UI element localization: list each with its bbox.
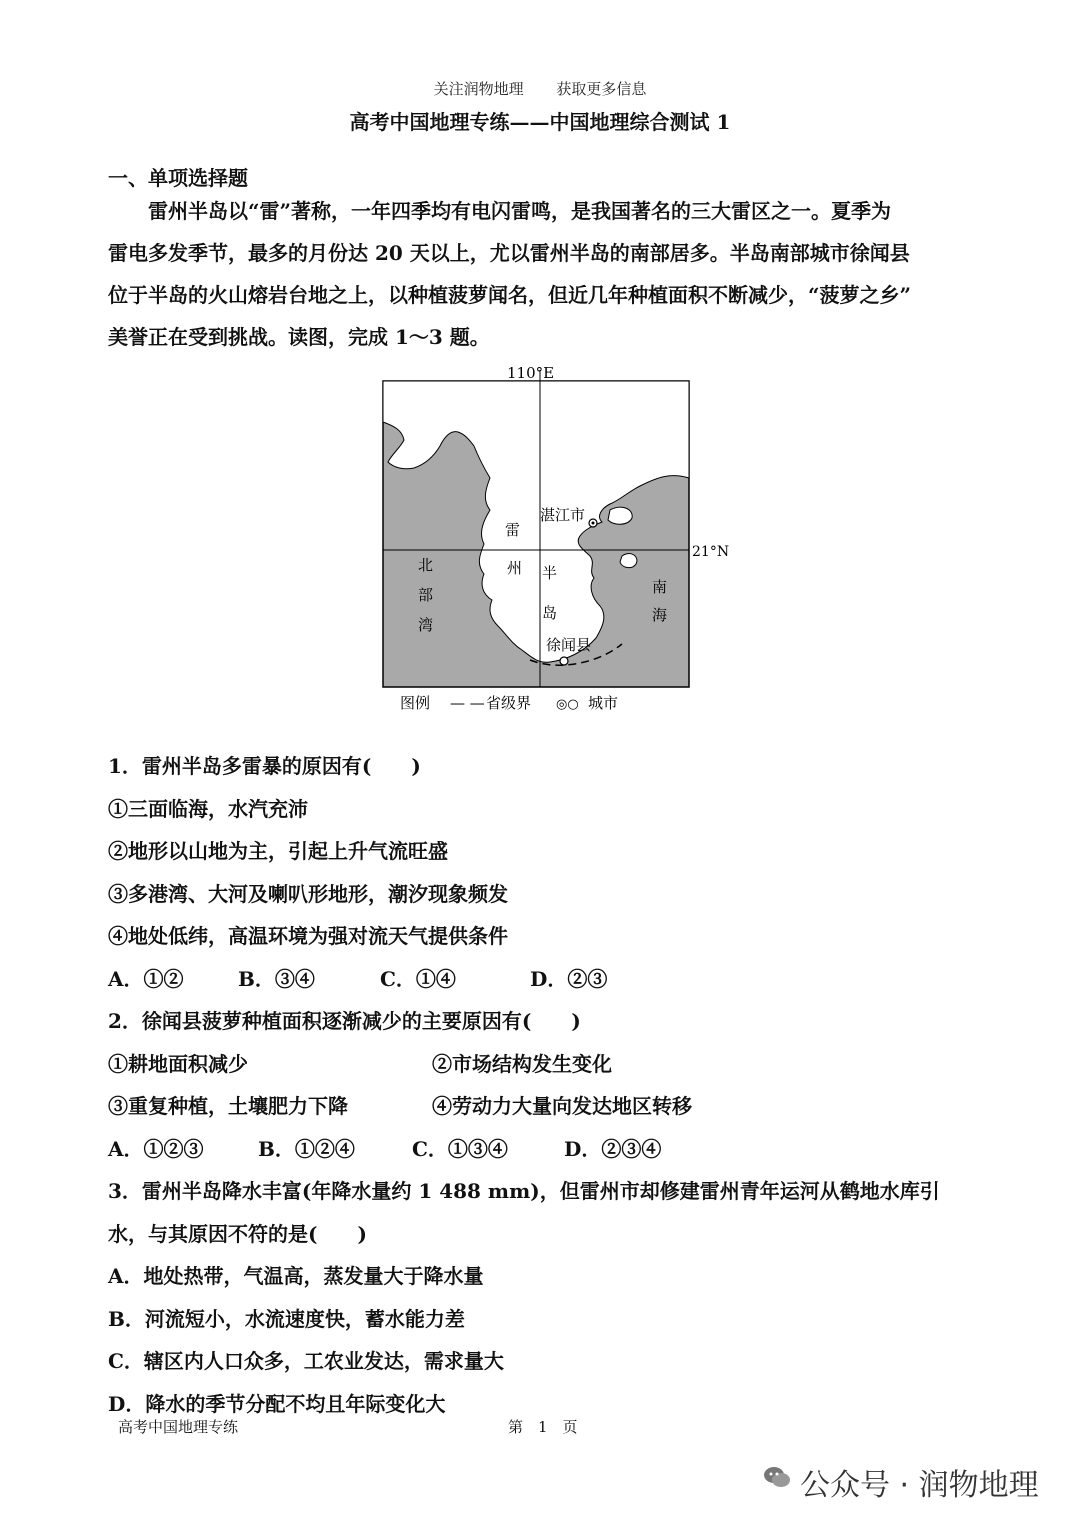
- city-label-zhanjiang: 湛江市: [540, 506, 586, 524]
- intro-line: 美誉正在受到挑战。读图，完成 1～3 题。: [108, 325, 490, 349]
- footer-title: 高考中国地理专练: [118, 1418, 239, 1436]
- question-2-option-a[interactable]: A．①②③: [108, 1137, 204, 1161]
- gulf-char: 部: [418, 586, 434, 604]
- peninsula-map: [370, 360, 740, 720]
- legend-city-label: 城市: [588, 694, 619, 712]
- sea-char: 海: [652, 606, 668, 624]
- question-1-stem: 1．雷州半岛多雷暴的原因有( ): [108, 754, 421, 778]
- header-note: [0, 78, 1080, 99]
- gulf-char: 北: [418, 556, 434, 574]
- question-2-item: ④劳动力大量向发达地区转移: [432, 1094, 692, 1118]
- question-2-stem: 2．徐闻县菠萝种植面积逐渐减少的主要原因有( ): [108, 1009, 581, 1033]
- question-2-item: ①耕地面积减少: [108, 1052, 248, 1076]
- gulf-char: 湾: [418, 616, 434, 634]
- legend-title: 图例: [400, 694, 431, 712]
- question-1-item: ②地形以山地为主，引起上升气流旺盛: [108, 839, 448, 863]
- peninsula-char: 雷: [505, 521, 521, 539]
- question-3-option-b[interactable]: B．河流短小，水流速度快，蓄水能力差: [108, 1307, 465, 1331]
- question-2-option-c[interactable]: C．①③④: [412, 1137, 508, 1161]
- question-1-item: ④地处低纬，高温环境为强对流天气提供条件: [108, 924, 508, 948]
- lat-label: 21°N: [692, 544, 730, 560]
- island: [620, 554, 637, 568]
- question-2-item: ③重复种植，土壤肥力下降: [108, 1094, 348, 1118]
- peninsula-char: 岛: [542, 604, 558, 622]
- question-2-option-b[interactable]: B．①②④: [258, 1137, 355, 1161]
- island: [608, 507, 632, 524]
- page-number: 第 1 页: [508, 1418, 578, 1436]
- peninsula-char: 半: [542, 564, 558, 582]
- question-1-option-b[interactable]: B．③④: [238, 967, 315, 991]
- page-title: 高考中国地理专练——中国地理综合测试 1: [349, 110, 731, 134]
- section-heading: 一、单项选择题: [108, 166, 248, 190]
- question-1-item: ③多港湾、大河及喇叭形地形，潮汐现象频发: [108, 882, 508, 906]
- map-figure: [370, 360, 740, 720]
- legend-border-label: 省级界: [486, 694, 532, 712]
- wechat-icon: [762, 1462, 792, 1492]
- question-1-option-c[interactable]: C．①④: [380, 967, 456, 991]
- city-label-xuwen: 徐闻县: [546, 636, 592, 654]
- header-note-left: 关注润物地理: [433, 80, 524, 98]
- question-1-item: ①三面临海，水汽充沛: [108, 797, 308, 821]
- question-3-stem: 3．雷州半岛降水丰富(年降水量约 1 488 mm)，但雷州市却修建雷州青年运河从鹤地水库引: [108, 1179, 940, 1203]
- question-2-option-d[interactable]: D．②③④: [564, 1137, 662, 1161]
- intro-line: 雷州半岛以“雷”著称，一年四季均有电闪雷鸣，是我国著名的三大雷区之一。夏季为: [148, 199, 892, 223]
- city-marker-xuwen: [560, 657, 568, 665]
- question-3-stem: 水，与其原因不符的是( ): [108, 1222, 367, 1246]
- intro-line: 雷电多发季节，最多的月份达 20 天以上，尤以雷州半岛的南部居多。半岛南部城市徐闻县: [108, 241, 910, 265]
- question-3-option-a[interactable]: A．地处热带，气温高，蒸发量大于降水量: [108, 1264, 484, 1288]
- lon-label: 110°E: [507, 364, 555, 382]
- intro-paragraph: [108, 190, 988, 358]
- intro-line: 位于半岛的火山熔岩台地之上，以种植菠萝闻名，但近几年种植面积不断减少，“菠萝之乡”: [108, 283, 912, 307]
- question-3-option-d[interactable]: D．降水的季节分配不均且年际变化大: [108, 1392, 446, 1416]
- question-2-item: ②市场结构发生变化: [432, 1052, 612, 1076]
- peninsula-char: 州: [507, 559, 523, 577]
- header-note-right: 获取更多信息: [556, 80, 647, 98]
- watermark-text: 公众号 · 润物地理: [800, 1468, 1039, 1503]
- legend-city-symbol: ◎○: [556, 697, 579, 712]
- question-1-option-d[interactable]: D．②③: [530, 967, 608, 991]
- legend-border-symbol: — —: [450, 694, 485, 712]
- question-1-option-a[interactable]: A．①②: [108, 967, 184, 991]
- question-3-option-c[interactable]: C．辖区内人口众多，工农业发达，需求量大: [108, 1349, 504, 1373]
- sea-char: 南: [652, 578, 668, 596]
